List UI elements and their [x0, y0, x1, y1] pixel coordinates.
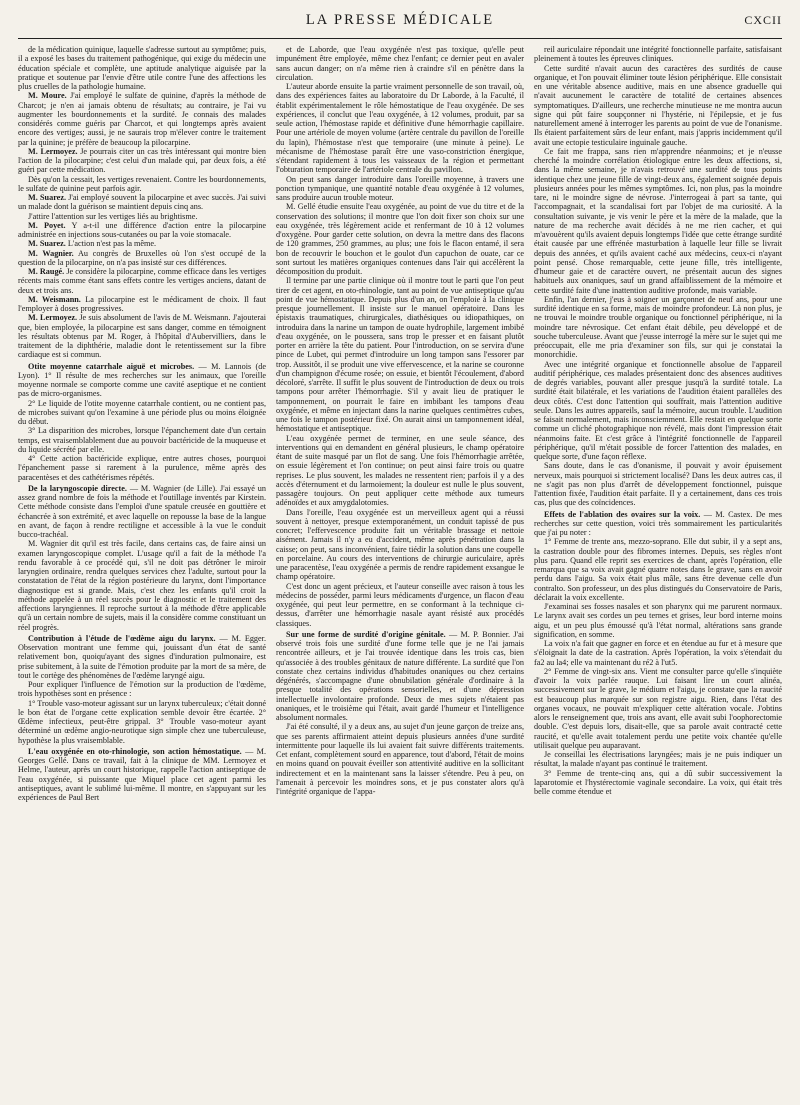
paragraph-text: Je conseillai les électrisations laryngées; mais je ne puis indiquer un résultat, la malade n'ayant pas continué le traitement. [534, 750, 782, 769]
section-paragraph [18, 362, 266, 399]
paragraph-text: Dès qu'on la cessait, les vertiges revenaient. Contre les bourdonnements, le sulfate de quinine peut parfois agir. [18, 174, 266, 193]
speaker-paragraph [18, 249, 266, 268]
body-paragraph [276, 202, 524, 276]
paragraph-text: C'est donc un agent précieux, et l'auteur conseille avec raison à tous les médecins de posséder, parmi leurs médicaments d'urgence, un flacon d'eau oxygénée, qui peut leur permettre, en se conformant à la technique ci-dessus, d'arrêter une hémorrhagie nasale ayant résisté aux procédés classiques. [276, 581, 524, 628]
speaker-paragraph [18, 91, 266, 147]
paragraph-text: 2° Le liquide de l'otite moyenne catarrhale contient, ou ne contient pas, de microbes suivant qu'on l'examine à une période plus ou moins éloignée du début. [18, 398, 266, 426]
paragraph-text: Je pourrais citer un cas très intéressant qui montre bien l'action de la pilocarpine; c'est celui d'un malade qui, par deux fois, a été guéri par cette médication. [18, 146, 266, 175]
paragraph-text: L'action n'est pas la même. [65, 239, 157, 249]
speaker-paragraph [18, 313, 266, 359]
speaker-name: M. Suarez. [28, 239, 66, 249]
speaker-name: M. Suarez. [28, 193, 66, 202]
speaker-name: M. Raugé. [28, 267, 65, 276]
column-middle [276, 45, 524, 1095]
body-paragraph [276, 45, 524, 82]
body-paragraph [18, 539, 266, 632]
body-paragraph [18, 212, 266, 221]
journal-title: LA PRESSE MÉDICALE [305, 12, 495, 28]
body-paragraph [18, 680, 266, 699]
paragraph-text: de la médication quinique, laquelle s'adresse surtout au symptôme; puis, il a exposé les bases du traitement pathogénique, qui exige du médecin une éducation spéciale et complète, une aptitude analytique aiguisée par la pratique et soutenue par l'envie d'être utile contre l'une des affections les plus cruelles de la pathologie humaine. [18, 45, 266, 91]
body-paragraph [18, 175, 266, 194]
paragraph-text: Je considère la pilocarpine, comme efficace dans les vertiges récents mais comme étant sans effets contre les vertiges anciens, datant de deux et trois ans. [18, 267, 266, 295]
body-paragraph [276, 175, 524, 203]
paragraph-text: J'ai été consulté, il y a deux ans, au sujet d'un jeune garçon de treize ans, que ses parents affirmaient atteint depuis plusieurs années d'une surdité intermittente pour laquelle ils lui avaient fait suivre différents traitements. Cet enfant, complètement sourd en apparence, tout d'abord, l'était de moins en moins quand on pouvait éveiller son attentivité auditive en la sollicitant indirectement et en la maintenant sans la laisser s'étendre. Peu à peu, on l'amenait à percevoir les moindres sons, et je pus constater alors qu'à l'intégrité organique de l'appa- [276, 722, 524, 796]
speaker-name: M. Weismann. [28, 294, 81, 304]
paragraph-text: — M. Egger. Observation montrant une femme qui, jouissant d'un état de santé relativement bon, quoiqu'ayant des signes d'induration pulmonaire, est prise subitement, à la suite de l'émotion produite par la mort de sa mère, de tout le cortège des phénomènes de l'œdème laryngé aigu. [18, 633, 266, 680]
paragraph-text: et de Laborde, que l'eau oxygénée n'est pas toxique, qu'elle peut impunément être employée, même chez l'enfant; ce dernier peut en avaler sans aucun danger; on n'a même rien à craindre s'il en pénètre dans la circulation. [276, 45, 524, 82]
paragraph-text: — M. Georges Gellé. Dans ce travail, fait à la clinique de MM. Lermoyez et Helme, l'auteur, après un court historique, rappelle l'action antiseptique de l'eau oxygénée, si puissante que Miquel place cet agent parmi les antiseptiques, avant le sublimé lui-même. Il montre, en s'appuyant sur les expériences de Paul Bert [18, 746, 266, 802]
section-heading: Effets de l'ablation des ovaires sur la voix. [544, 509, 701, 519]
paragraph-text: Je suis absolument de l'avis de M. Weismann. J'ajouterai que, bien employée, la pilocarpine est sans danger, comme en témoignent les résultats obtenus par M. Roger, à l'hôpital d'Aubervilliers, dans le traitement de la diphthérie, maladie dont le retentissement sur la fibre cardiaque est si commun. [18, 313, 266, 360]
paragraph-text: Avec une intégrité organique et fonctionnelle absolue de l'appareil auditif périphérique, ces malades présentaient donc des absences auditives de degrés variables, pouvant aller presque jusqu'à la surdité totale. La surdité était bilatérale, et les variations de l'audition étaient parallèles des deux côtés. C'est donc l'attention qui souffrait, mais l'attention auditive seule. Dans les autres appareils, sauf la mémoire, aucun trouble. L'audition se faisait normalement, mais inconsciemment. Elle restait en quelque sorte comme un cliché photographique non révélé, mais dont l'impression était néanmoins faite. Et c'est grâce à l'intégrité fonctionnelle de l'appareil périphérique, qu'il m'était possible de forcer l'attention des malades, en quelque sorte, d'une façon réflexe. [534, 359, 782, 461]
speaker-name: M. Moure. [28, 91, 67, 101]
paragraph-text: On peut sans danger introduire dans l'oreille moyenne, à travers une ponction tympanique, une quantité notable d'eau oxygénée à 12 volumes, sans produire aucun trouble moteur. [276, 174, 524, 202]
speaker-name: M. Poyet. [28, 220, 66, 230]
body-paragraph [534, 147, 782, 295]
speaker-name: M. Lermoyez. [28, 313, 78, 323]
speaker-paragraph [18, 267, 266, 295]
paragraph-text: Y a-t-il une différence d'action entre la pilocarpine administrée en injections sous-cutanées ou par la voie stomacale. [18, 220, 266, 239]
page-number: CXCII [744, 13, 782, 27]
paragraph-text: La voix n'a fait que gagner en force et en étendue au fur et à mesure que s'éloignait la date de la castration. Après l'opération, la voix s'étendait du fa2 au la4; elle va maintenant du ré2 à l'ut5. [534, 639, 782, 667]
paragraph-text: Au congrès de Bruxelles où l'on s'est occupé de la question de la pilocarpine, on n'a pas insisté sur ces différences. [18, 248, 266, 267]
body-paragraph [534, 461, 782, 507]
paragraph-text: 2° Femme de vingt-six ans. Vient me consulter parce qu'elle s'inquiète d'avoir la voix parlée rauque. Lui faisant lire un court alinéa, successivement sur le grave, le médium et l'aigu, je constate que la raucité est beaucoup plus marquée sur son registre aigu. Rien, dans l'état des organes vocaux, ne pouvait m'expliquer cette altération vocale. J'obtins alors le renseignement que, trois ans avant, elle avait subi l'oophorectomie double. C'est depuis lors, disait-elle, que sa parole avait contracté cette raucité, et qu'elle avait totalement perdu une petite voix chantée qu'elle utilisait quelque peu auparavant. [534, 666, 782, 750]
body-paragraph [276, 82, 524, 175]
body-paragraph [534, 64, 782, 147]
body-paragraph [276, 722, 524, 796]
paragraph-text: — M. Lannois (de Lyon). 1° Il résulte de mes recherches sur les animaux, que l'oreille moyenne normale se comporte comme une cavité aseptique et ne contient pas de micro-organismes. [18, 361, 266, 399]
body-paragraph [534, 537, 782, 602]
section-heading: Sur une forme de surdité d'origine génitale. [286, 629, 446, 639]
body-paragraph [18, 45, 266, 91]
paragraph-text: Ce fait me frappa, sans rien m'apprendre néanmoins; et je n'eusse cherché la moindre corrélation étiologique entre les deux affections, si, dans la même semaine, je n'avais retrouvé une surdité de tous points identique chez une jeune fille de vingt-deux ans, également soignée depuis plusieurs années pour les mêmes symptômes. Ici, non plus, pas la moindre tare, ni le moindre signe de névrose. J'interrogeai à part sa tante, qui l'accompagnait, et la scandalisai fort par l'objet de ma curiosité. A la consultation suivante, je vis venir le père et la mère de la malade, que la nature de ma recherche avait décidés à ne me rien cacher, et qui m'avouèrent qu'ils avaient depuis longtemps l'idée que cette étrange surdité était causée par une effrénée masturbation à laquelle leur fille se livrait depuis des années, et qu'ils avaient caché aux médecins, ceux-ci n'ayant point pensé. Chose remarquable, cette jeune fille, très intelligente, d'humeur gaie et de caractère ouvert, ne présentait aucun des signes habituels aux onaniques, sauf un grand affaiblissement de la mémoire et cette surdité faite d'une inattention auditive profonde, mais variable. [534, 146, 782, 295]
speaker-paragraph [18, 147, 266, 175]
page-header [18, 10, 782, 39]
paragraph-text: 4° Cette action bactéricide explique, entre autres choses, pourquoi l'épanchement passe si rarement à la purulence, même après des paracentèses et des cathétérismes répétés. [18, 454, 266, 482]
column-right [534, 45, 782, 1095]
paragraph-text: 1° Femme de trente ans, mezzo-soprano. Elle dut subir, il y a sept ans, la castration double pour des fibromes internes. Depuis, ses règles n'ont plus paru. Quand elle reprit ses exercices de chant, après l'opération, elle remarqua que sa voix avait gagné quatre notes dans le grave, sans en avoir perdu dans l'aigu. Sa voix était plus mâle, sans être devenue celle d'un contralto. Son professeur, un des plus distingués du Conservatoire de Paris, déclarait la voix excellente. [534, 537, 782, 602]
paragraph-text: L'eau oxygénée permet de terminer, en une seule séance, des interventions qui en demandent en général plusieurs, le champ opératoire étant de suite masqué par un flot de sang. Une fois l'hémorrhagie arrêtée, on essuie légèrement et l'on continue; on peut ainsi faire trois ou quatre reprises. Le plus souvent, les malades ne ressentent rien; parfois il y a des accès d'éternument et du larmoiement; la douleur est nulle le plus souvent, passagère toujours. On peut appliquer cette méthode aux tumeurs adénoïdes et aux amygdalotomies. [276, 433, 524, 508]
paragraph-text: J'examinai ses fosses nasales et son pharynx qui me parurent normaux. Le larynx avait ses cordes un peu ternes et grises, leur bord interne moins aigu, et un peu plus émoussé qu'à l'état normal, altérations sans grande signification, en somme. [534, 602, 782, 639]
paragraph-text: L'auteur aborde ensuite la partie vraiment personnelle de son travail, où, dans des expériences faites au laboratoire du Dr Laborde, à la Faculté, il établit expérimentalement le rôle hémostatique de l'eau oxygénée. De ses expériences, il conclut que l'eau oxygénée, à 12 volumes, produit, par sa seule action, l'hémostase rapide et définitive d'une hémorrhagie capillaire. Pour une artériole de moyen volume (artère centrale du pavillon de l'oreille du lapin), l'hémostase n'est que temporaire (une minute à peine). Le mécanisme de l'hémostase paraît être une vaso-constriction énergique, s'étendant rapidement à tous les vaisseaux de la région et permettant l'obturation temporaire de l'artériole centrale du pavillon. [276, 82, 524, 175]
paragraph-text: Sans doute, dans le cas d'onanisme, il pouvait y avoir épuisement nerveux, mais pourquoi si strictement localisé? Dans les deux autres cas, il ne s'agit pas non plus d'arrêt de développement fonctionnel, puisque l'attention fixée, l'audition était parfaite. Il y a certainement, dans ces trois cas, plus que des coïncidences. [534, 461, 782, 508]
body-paragraph [18, 699, 266, 745]
paragraph-text: La pilocarpine est le médicament de choix. Il faut l'employer à doses progressives. [18, 294, 266, 313]
body-paragraph [534, 667, 782, 750]
body-paragraph [534, 639, 782, 667]
section-paragraph [18, 747, 266, 803]
section-paragraph [18, 484, 266, 540]
paragraph-text: 3° La disparition des microbes, lorsque l'épanchement date d'un certain temps, est vraisemblablement due au pouvoir bactéricide de la muqueuse et du liquide sécrété par elle. [18, 426, 266, 454]
body-paragraph [18, 399, 266, 427]
paragraph-text: Pour expliquer l'influence de l'émotion sur la production de l'œdème, trois hypothèses sont en présence : [18, 680, 266, 699]
column-left [18, 45, 266, 1095]
section-heading: Otite moyenne catarrhale aiguë et microbes. [28, 361, 195, 371]
speaker-paragraph [18, 221, 266, 240]
section-paragraph [534, 510, 782, 538]
section-heading: Contribution à l'étude de l'œdème aigu du larynx. [28, 633, 216, 643]
speaker-name: M. Wagnier. [28, 248, 74, 258]
body-paragraph [276, 582, 524, 628]
body-paragraph [534, 295, 782, 360]
paragraph-text: M. Wagnier dit qu'il est très facile, dans certains cas, de faire ainsi un examen laryngoscopique complet. L'usage qu'il a fait de la méthode l'a rendu favorable à ce procédé qui, s'il ne doit pas détrôner le miroir laryngien ordinaire, rendra quelques services chez l'adulte, surtout pour la constatation de l'état de la région postérieure du larynx, dont l'importance diagnostique est si grande. Mais, c'est chez les enfants qu'il croit la méthode appelée à un réel succès pour le diagnostic et le traitement des affections laryngiennes. Il reproche surtout à la méthode d'être applicable qu'à un certain nombre de sujets, mais il la considère comme constituant un réel progrès. [18, 539, 266, 632]
paragraph-text: — M. Castex. De mes recherches sur cette question, voici très sommairement les particularités que j'ai pu noter : [534, 509, 782, 537]
body-paragraph [276, 276, 524, 433]
body-paragraph [534, 360, 782, 462]
text-columns [18, 45, 782, 1095]
paragraph-text: 1° Trouble vaso-moteur agissant sur un larynx tuberculeux; c'était donné le bon état de l'organe cette explication semble devoir être écartée. 2° Œdème infectieux, peut-être grippal. 3° Trouble vaso-moteur ayant déterminé un œdème angio-neurotique sign simple chez une tuberculeuse, hypothèse la plus vraisemblable. [18, 698, 266, 745]
section-paragraph [276, 630, 524, 723]
paragraph-text: Enfin, l'an dernier, j'eus à soigner un garçonnet de neuf ans, pour une surdité identique en sa forme, mais de moindre profondeur. Là non plus, je ne trouvai le moindre trouble organique ou fonctionnel périphérique, ni la moindre tare névrosique. Cet enfant était débile, peu développé et de souche tuberculeuse. Avant que j'eusse interrogé la mère sur le sujet qui me préoccupait, elle me pria d'examiner son fils, sur qui je constatai la monorchidie. [534, 294, 782, 360]
paragraph-text: Cette surdité n'avait aucun des caractères des surdités de cause organique, et l'on pouvait éliminer toute lésion périphérique. Elle consistait en une véritable absence auditive, mais en une absence graduelle qui n'avait aucunement le caractère de totalité de certaines absences symptomatiques. D'ailleurs, une recherche minutieuse ne me montra aucun signe qui pût faire soupçonner ni l'hystérie, ni l'épilepsie, et je fus naturellement amené à interroger les parents au point de vue de l'onanisme. Ils étaient parfaitement sûrs de leur enfant, mais j'appris incidemment qu'il avait une ectopie testiculaire inguinale gauche. [534, 63, 782, 147]
section-heading: De la laryngoscopie directe. [28, 483, 127, 493]
body-paragraph [18, 454, 266, 482]
paragraph-text: Il termine par une partie clinique où il montre tout le parti que l'on peut tirer de cet agent, en oto-rhinologie, tant au point de vue antiseptique qu'au point de vue hémostatique. Depuis plus d'un an, on l'emploie à la clinique presque journellement. Il insiste sur le manuel opératoire. Dans les épistaxis traumatiques, chirurgicales, diathésiques ou idiopathiques, on introduira dans la narine un tampon de ouate hydrophile, largement imbibé d'eau oxygénée, on le poussera, sans trop le presser et en faisant plutôt porter en arrière la tête du patient. Pour l'introduction, on se servira d'une pince de Lubet, qui permet d'introduire un long tampon sans l'essorer par trop. Aussitôt, il se produit une vive effervescence, et la narine se couronne d'un champignon d'écume rosée; on essuie, et bientôt l'écoulement, d'abord décoloré, s'arrête. Il suffit le plus souvent de l'introduction de deux ou trois tampons pour arrêter l'hémorrhagie. S'il y avait lieu de pratiquer le tamponnement, on pourrait le faire en imbibant les tampons d'eau oxygénée, et même en injectant dans la narine quelques centimètres cubes, une fois le tampon postérieur fixé. On aurait ainsi un tamponnement idéal, hémostatique et antiseptique. [276, 276, 524, 434]
speaker-paragraph [18, 239, 266, 248]
paragraph-text: J'ai employé souvent la pilocarpine et avec succès. J'ai suivi un malade dont la guérison se maintient depuis cinq ans. [18, 193, 266, 212]
section-paragraph [18, 634, 266, 680]
speaker-paragraph [18, 295, 266, 314]
body-paragraph [18, 426, 266, 454]
speaker-name: M. Lermoyez. [28, 146, 78, 156]
paragraph-text: — M. Wagnier (de Lille). J'ai essayé un assez grand nombre de fois la méthode et l'outillage inventés par Kirstein. Cette méthode consiste dans l'emploi d'une spatule creusée en gouttière et échancrée à son extrémité, et avec laquelle on repousse la base de la langue en avant, de façon à rendre rectiligne et accessible à la vue le conduit bucco-trachéal. [18, 483, 266, 539]
body-paragraph [276, 508, 524, 582]
body-paragraph [276, 434, 524, 508]
paragraph-text: J'ai employé le sulfate de quinine, d'après la méthode de Charcot; je n'en ai jamais obtenu de résultats; au contraire, je l'ai vu augmenter les bourdonnements et la surdité. Je connais des malades considérés comme guéris par Charcot, et qui longtemps après avaient encore des vertiges; aussi, je ne saurais trop m'élever contre le traitement par la quinine; je préfère de beaucoup la pilocarpine. [18, 91, 266, 147]
body-paragraph [534, 769, 782, 797]
paragraph-text: — M. P. Bonnier. J'ai observé trois fois une surdité d'une forme telle que je ne l'ai jamais rencontrée ailleurs, et je l'ai trouvée identique dans les trois cas, bien qu'associée à des troubles génitaux de nature différente. La surdité que l'on constate chez certains individus d'habitudes onaniques ou chez certains dégénérés, s'accompagne d'une obnubilation générale d'ordinaire à la presque totalité des opérations sensorielles, et d'une dépression intellectuelle involontaire profonde. Deux de mes sujets n'étaient pas onaniques, et le troisième qui l'était, avait gardé l'humeur et l'intelligence absolument normales. [276, 629, 524, 722]
section-heading: L'eau oxygénée en oto-rhinologie, son action hémostatique. [28, 746, 242, 756]
speaker-paragraph [18, 193, 266, 212]
paragraph-text: M. Gellé étudie ensuite l'eau oxygénée, au point de vue du titre et de la conservation des solutions; il montre que l'on doit fixer son choix sur une eau oxygénée, très légèrement acide et renfermant de 10 à 12 volumes d'oxygène. Pour garder cette solution, on devra la mettre dans des flacons de 120 grammes, 250 grammes, au plus; une fois le flacon entamé, il sera bon de recouvrir le bouchon et le goulot d'un capuchon de ouate, car ce sont surtout les matières organiques contenues dans l'air qui accélèrent la décomposition du produit. [276, 202, 524, 276]
body-paragraph [534, 45, 782, 64]
paragraph-text: reil auriculaire répondait une intégrité fonctionnelle parfaite, satisfaisant pleinement à toutes les épreuves cliniques. [534, 45, 782, 64]
paragraph-text: J'attire l'attention sur les vertiges liés au brightisme. [28, 211, 198, 221]
body-paragraph [534, 750, 782, 769]
paragraph-text: Dans l'oreille, l'eau oxygénée est un merveilleux agent qui a réussi souvent à nettoyer, presque extemporanément, un conduit tapissé de pus concret; l'effervescence produite fait un véritable brassage et nettoie aisément. Jamais il n'y a eu d'accident, même après pénétration dans la caisse; on peut, sans inconvénient, faire tiédir la solution dans une coupelle en porcelaine. Au cours des interventions de chirurgie auriculaire, après une paracentèse, l'eau oxygénée a permis de rendre rapidement exsangue le champ opératoire. [276, 507, 524, 582]
body-paragraph [534, 602, 782, 639]
paragraph-text: 3° Femme de trente-cinq ans, qui a dû subir successivement la laparotomie et l'hystérectomie vaginale secondaire. La voix, qui était très belle comme étendue et [534, 768, 782, 796]
